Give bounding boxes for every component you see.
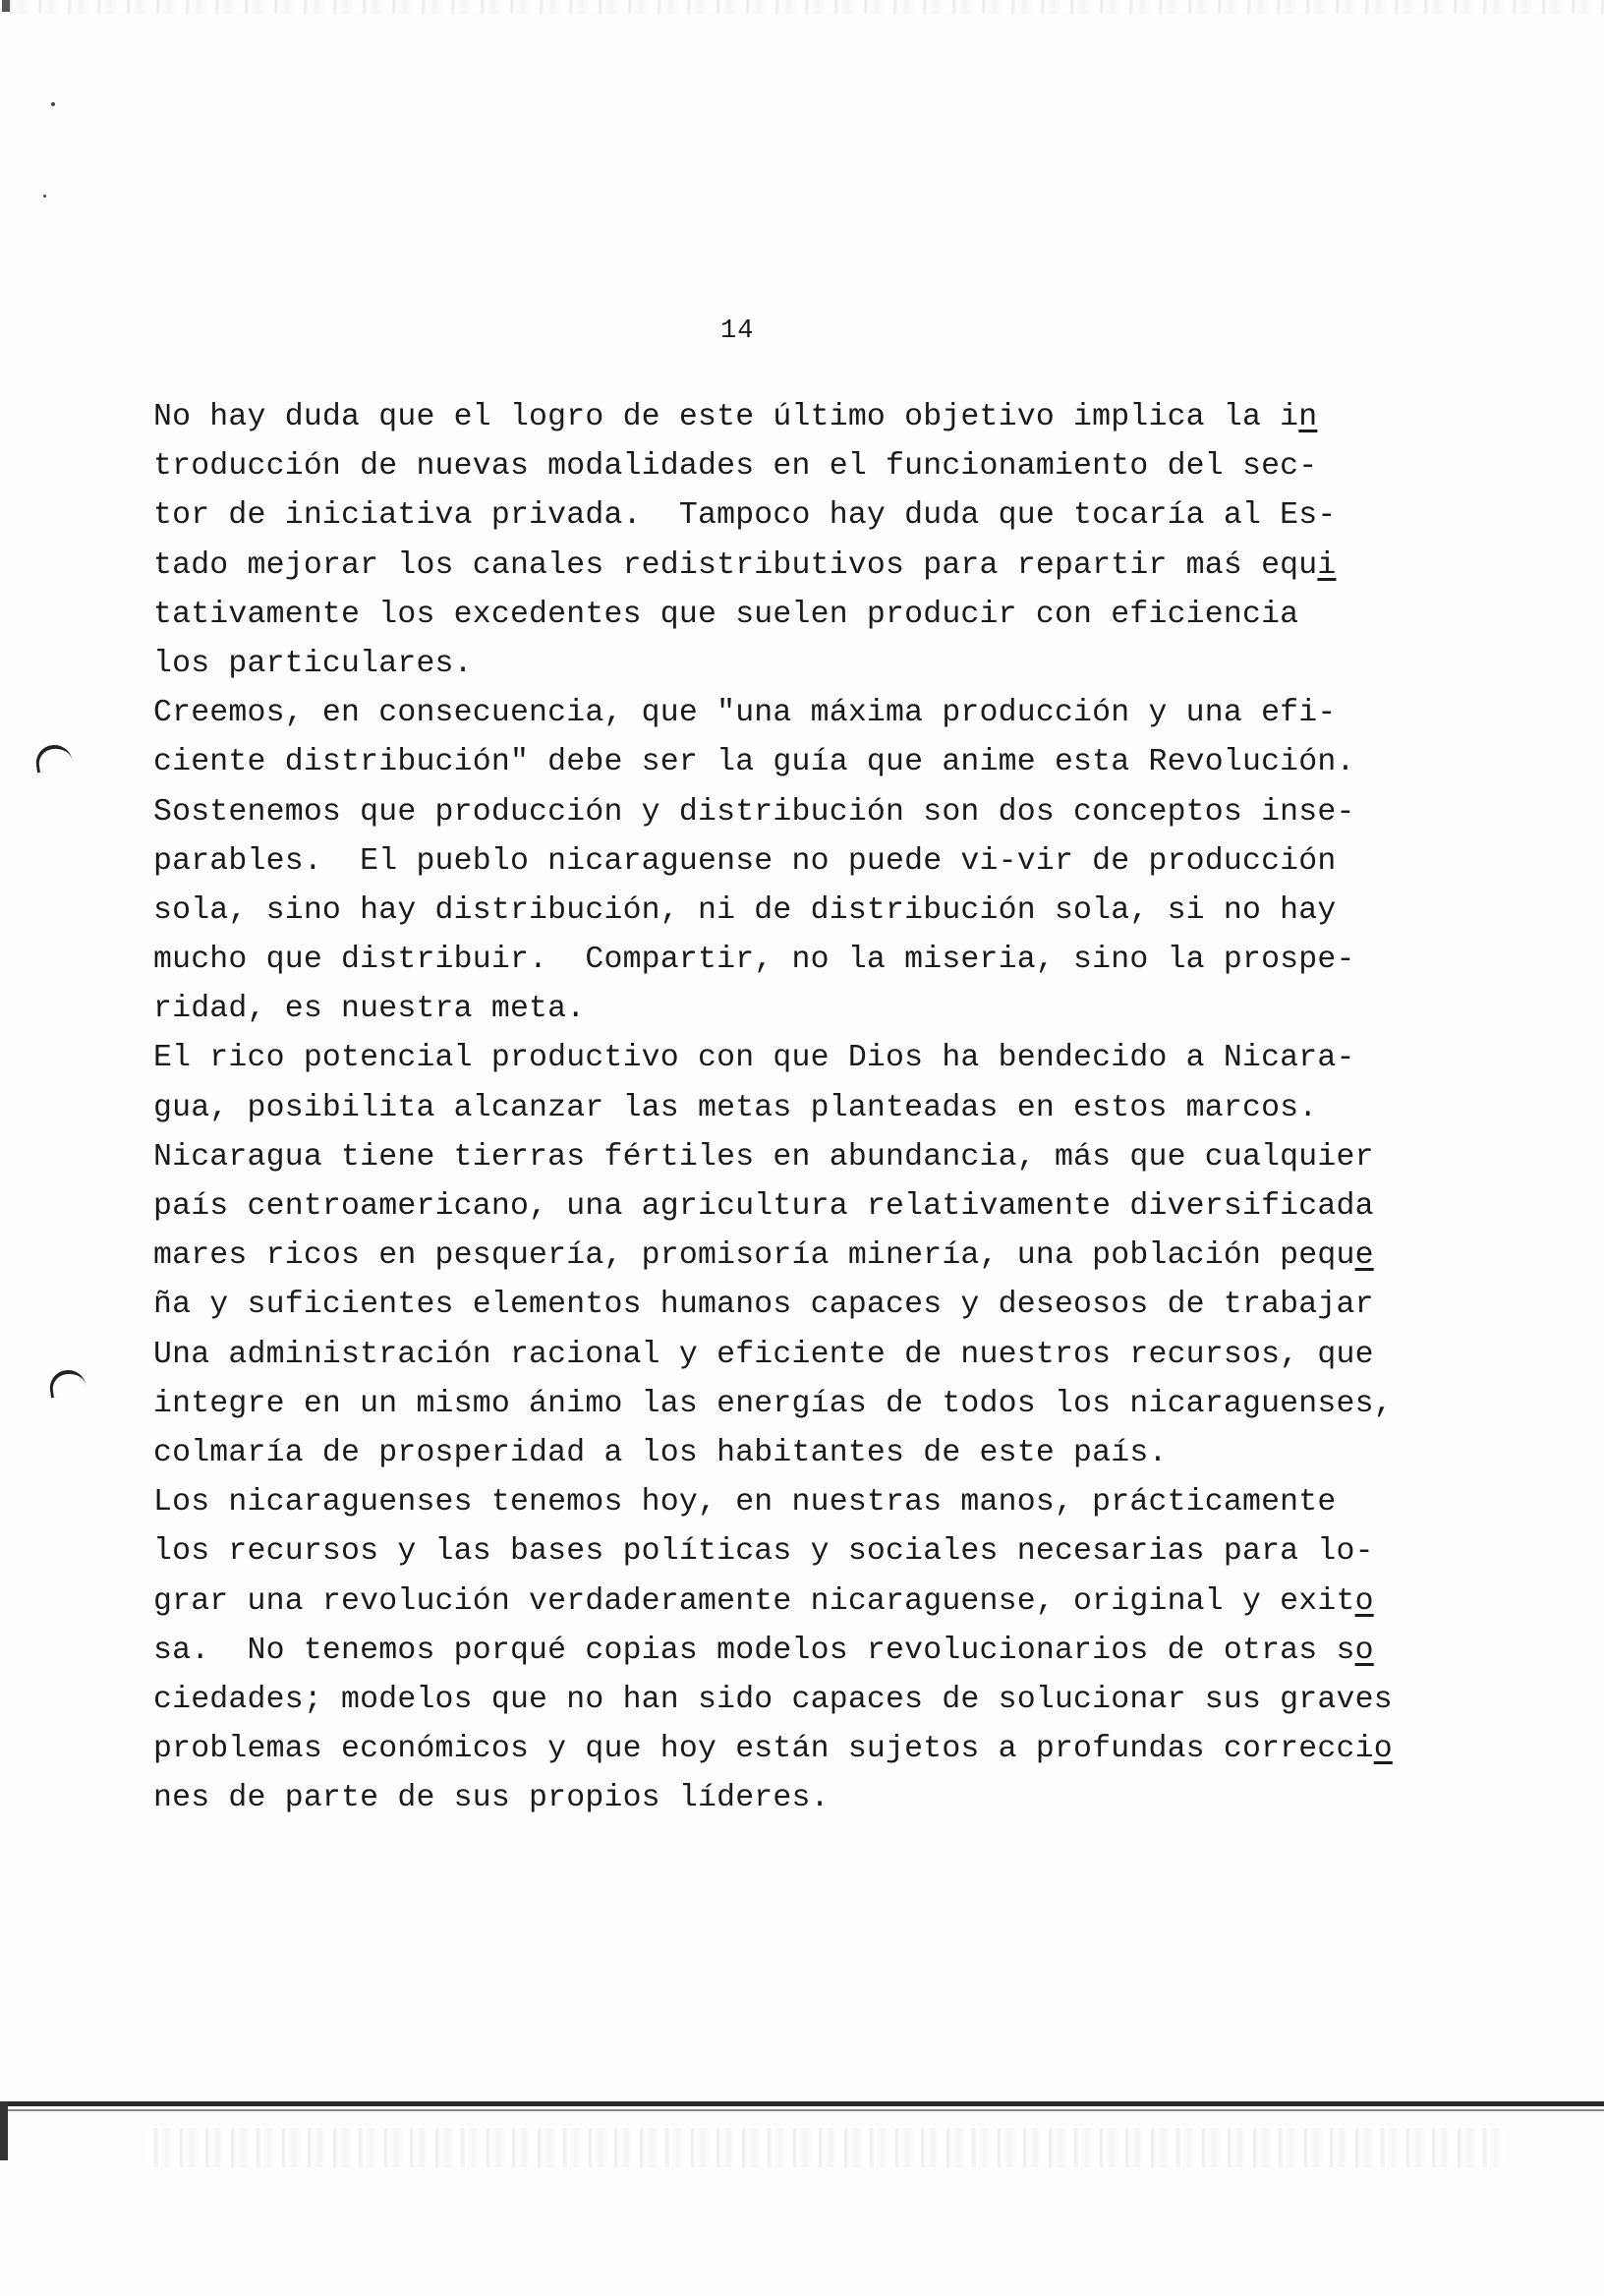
page-number: 14 <box>720 316 755 346</box>
text-line <box>153 1281 1470 1330</box>
text-line <box>153 1232 1470 1281</box>
text-line <box>153 1084 1470 1133</box>
text-line <box>153 788 1470 837</box>
text-line <box>153 491 1470 541</box>
text-line <box>153 542 1470 591</box>
text-line-content: ciedades; modelos que no han sido capaces de solucionar sus graves <box>153 1682 1393 1717</box>
scan-speck <box>43 195 46 198</box>
body-text <box>153 393 1470 1823</box>
underlined-hyphen-letter: o <box>1354 1633 1374 1668</box>
underlined-hyphen-letter: e <box>1354 1238 1374 1274</box>
text-line-content: ciente distribución" debe ser la guía que anime esta Revolución. <box>153 745 1355 780</box>
text-line-content: integre en un mismo ánimo las energías de todos los nicaraguenses, <box>153 1386 1393 1421</box>
text-line <box>153 1627 1470 1676</box>
text-line <box>153 442 1470 491</box>
text-line <box>153 1478 1470 1527</box>
text-line-content: ridad, es nuestra meta. <box>153 992 586 1027</box>
text-line <box>153 1429 1470 1478</box>
text-line <box>153 1527 1470 1577</box>
text-line-content: nes de parte de sus propios líderes. <box>153 1781 830 1816</box>
text-line <box>153 985 1470 1034</box>
text-line <box>153 837 1470 887</box>
text-line <box>153 887 1470 936</box>
text-line-content: tor de iniciativa privada. Tampoco hay duda que tocaría al Es- <box>153 498 1337 534</box>
text-line-content: problemas económicos y que hoy están sujetos a profundas correcci <box>153 1732 1374 1767</box>
text-line-content: Los nicaraguenses tenemos hoy, en nuestras manos, prácticamente <box>153 1485 1337 1521</box>
scan-noise-top <box>0 0 1604 14</box>
text-line <box>153 393 1470 442</box>
underlined-hyphen-letter: o <box>1354 1583 1374 1619</box>
scan-noise-bottom <box>147 2128 1504 2167</box>
text-line <box>153 1034 1470 1083</box>
text-line-content: mares ricos en pesquería, promisoría minería, una población pequ <box>153 1238 1355 1274</box>
text-line <box>153 689 1470 738</box>
text-line-content: gua, posibilita alcanzar las metas planteadas en estos marcos. <box>153 1090 1318 1125</box>
text-line-content: troducción de nuevas modalidades en el funcionamiento del sec- <box>153 449 1318 485</box>
text-line <box>153 591 1470 640</box>
scan-corner-mark <box>2 0 10 12</box>
text-line-content: Sostenemos que producción y distribución son dos conceptos inse- <box>153 794 1355 830</box>
scan-corner-mark-bottom <box>0 2101 8 2160</box>
text-line <box>153 1578 1470 1627</box>
text-line-content: Una administración racional y eficiente de nuestros recursos, que <box>153 1337 1374 1372</box>
text-line <box>153 640 1470 689</box>
text-line-content: los recursos y las bases políticas y sociales necesarias para lo- <box>153 1534 1374 1570</box>
page-bottom-rule <box>0 2101 1604 2106</box>
page-bottom-rule-shadow <box>0 2109 1604 2111</box>
underlined-hyphen-letter: i <box>1317 547 1337 583</box>
underlined-hyphen-letter: n <box>1298 400 1318 434</box>
text-line <box>153 1182 1470 1232</box>
text-line-content: El rico potencial productivo con que Dios ha bendecido a Nicara- <box>153 1041 1355 1076</box>
text-line-content: Nicaragua tiene tierras fértiles en abundancia, más que cualquier <box>153 1139 1374 1175</box>
text-line-content: No hay duda que el logro de este último objetivo implica la i <box>153 400 1299 434</box>
punch-hole-mark <box>47 1368 86 1399</box>
text-line <box>153 1331 1470 1380</box>
text-line-content: parables. El pueblo nicaraguense no puede vi-vir de producción <box>153 843 1337 879</box>
text-line <box>153 1133 1470 1182</box>
text-line-content: sa. No tenemos porqué copias modelos revolucionarios de otras s <box>153 1633 1355 1668</box>
scan-speck <box>51 102 55 106</box>
text-line-content: Creemos, en consecuencia, que "una máxima producción y una efi- <box>153 696 1337 731</box>
punch-hole-mark <box>33 743 73 774</box>
text-line-content: colmaría de prosperidad a los habitantes de este país. <box>153 1435 1168 1470</box>
text-line-content: mucho que distribuir. Compartir, no la miseria, sino la prospe- <box>153 943 1355 978</box>
text-line-content: sola, sino hay distribución, ni de distribución sola, si no hay <box>153 892 1337 928</box>
text-line-content: los particulares. <box>153 646 473 681</box>
text-line-content: tado mejorar los canales redistributivos para repartir maś equ <box>153 547 1318 583</box>
text-line <box>153 1380 1470 1429</box>
text-line-content: ña y suficientes elementos humanos capaces y deseosos de trabajar <box>153 1288 1374 1323</box>
underlined-hyphen-letter: o <box>1373 1732 1393 1767</box>
text-line-content: grar una revolución verdaderamente nicaraguense, original y exit <box>153 1583 1355 1619</box>
text-line-content: tativamente los excedentes que suelen producir con eficiencia <box>153 597 1299 632</box>
text-line <box>153 1676 1470 1725</box>
text-line <box>153 936 1470 985</box>
text-line <box>153 1725 1470 1774</box>
text-line-content: país centroamericano, una agricultura relativamente diversificada <box>153 1189 1374 1224</box>
text-line <box>153 738 1470 787</box>
text-line <box>153 1774 1470 1823</box>
